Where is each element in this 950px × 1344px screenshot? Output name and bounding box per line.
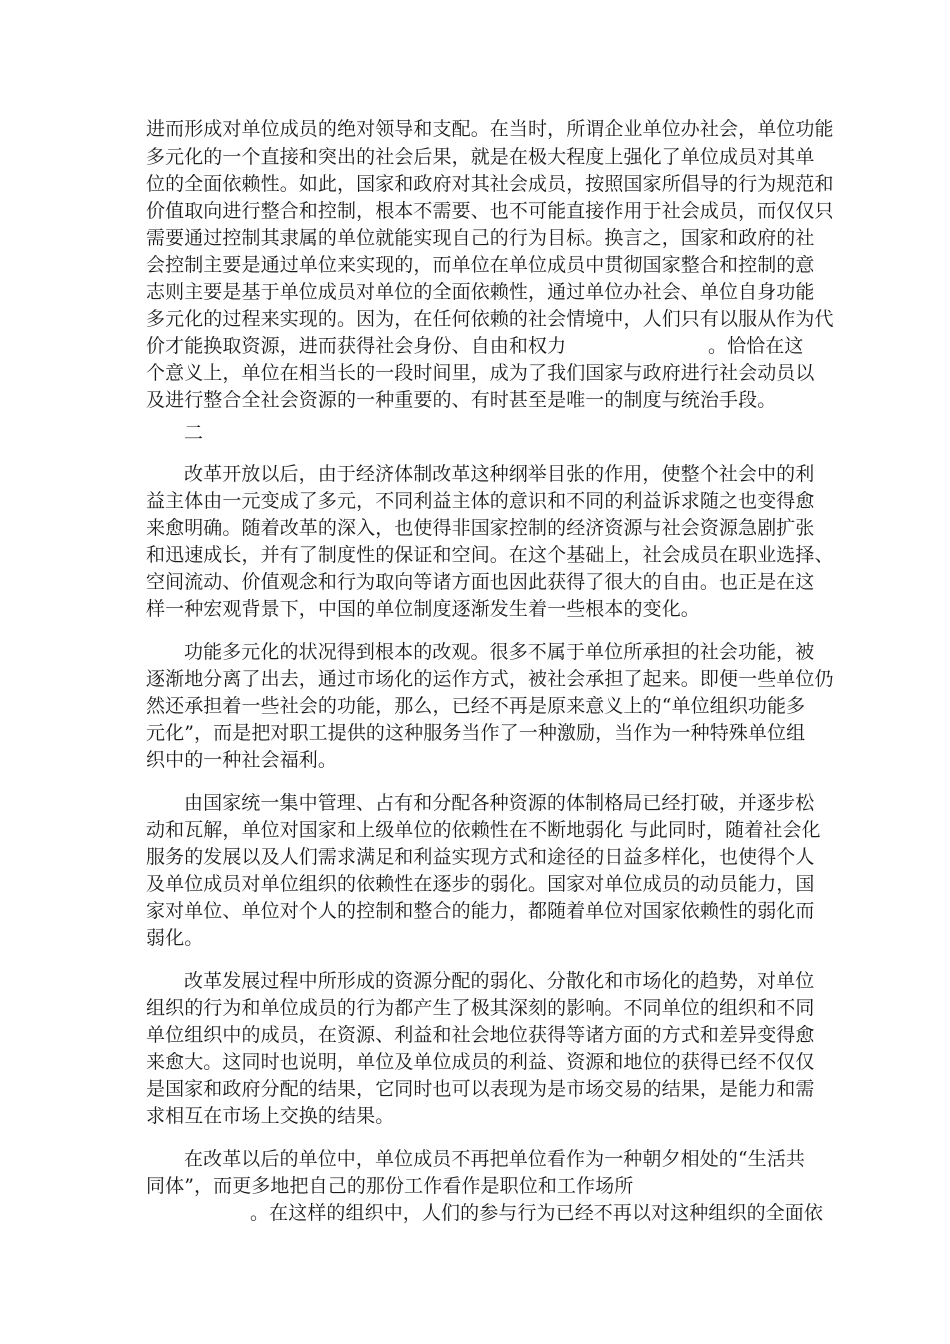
p4-line-2: 动和瓦解，单位对国家和上级单位的依赖性在不断地弱化 与此同时，随着社会化	[146, 819, 821, 841]
p2-line-5: 空间流动、价值观念和行为取向等诸方面也因此获得了很大的自由。也正是在这	[146, 571, 815, 593]
p6-line-1: 在改革以后的单位中，单位成员不再把单位看作为一种朝夕相处的“生活共	[184, 1148, 806, 1170]
p3-line-2: 逐渐地分离了出去，通过市场化的运作方式，被社会承担了起来。即便一些单位仍	[146, 668, 834, 690]
p1-line-11: 及进行整合全社会资源的一种重要的、有时甚至是唯一的制度与统治手段。	[146, 389, 777, 411]
p1-line-9-tail: 。恰恰在这	[708, 335, 804, 357]
p1-line-8: 多元化的过程来实现的。因为，在任何依赖的社会情境中，人们只有以服从作为代	[146, 308, 834, 330]
p5-line-4: 来愈大。这同时也说明，单位及单位成员的利益、资源和地位的获得已经不仅仅	[146, 1051, 815, 1073]
p4-line-3: 服务的发展以及人们需求满足和利益实现方式和途径的日益多样化，也使得个人	[146, 846, 815, 868]
p2-line-1: 改革开放以后，由于经济体制改革这种纲举目张的作用，使整个社会中的利	[184, 463, 815, 485]
p1-line-10: 个意义上，单位在相当长的一段时间里，成为了我们国家与政府进行社会动员以	[146, 362, 815, 384]
p2-line-6: 样一种宏观背景下，中国的单位制度逐渐发生着一些根本的变化。	[146, 598, 700, 620]
p5-line-3: 单位组织中的成员，在资源、利益和社会地位获得等诸方面的方式和差异变得愈	[146, 1024, 815, 1046]
p3-line-4: 元化”，而是把对职工提供的这种服务当作了一种激励，当作为一种特殊单位组	[146, 722, 806, 744]
section-heading: 二	[184, 422, 204, 444]
p1-line-2: 多元化的一个直接和突出的社会后果，就是在极大程度上强化了单位成员对其单	[146, 146, 815, 168]
p1-line-5: 需要通过控制其隶属的单位就能实现自己的行为目标。换言之，国家和政府的社	[146, 227, 815, 249]
p5-line-5: 是国家和政府分配的结果，它同时也可以表现为是市场交易的结果，是能力和需	[146, 1078, 815, 1100]
p3-line-5: 织中的一种社会福利。	[146, 749, 338, 771]
p2-line-2: 益主体由一元变成了多元，不同利益主体的意识和不同的利益诉求随之也变得愈	[146, 490, 815, 512]
p6-line-2: 同体”，而更多地把自己的那份工作看作是职位和工作场所	[146, 1175, 634, 1197]
p5-line-1: 改革发展过程中所形成的资源分配的弱化、分散化和市场化的趋势，对单位	[184, 970, 815, 992]
p5-line-2: 组织的行为和单位成员的行为都产生了极其深刻的影响。不同单位的组织和不同	[146, 997, 815, 1019]
p5-line-6: 求相互在市场上交换的结果。	[146, 1105, 395, 1127]
p2-line-3: 来愈明确。随着改革的深入，也使得非国家控制的经济资源与社会资源急剧扩张	[146, 517, 815, 539]
p1-line-3: 位的全面依赖性。如此，国家和政府对其社会成员，按照国家所倡导的行为规范和	[146, 173, 834, 195]
p4-line-5: 家对单位、单位对个人的控制和整合的能力，都随着单位对国家依赖性的弱化而	[146, 900, 815, 922]
p4-line-4: 及单位成员对单位组织的依赖性在逐步的弱化。国家对单位成员的动员能力，国	[146, 873, 815, 895]
p1-line-4: 价值取向进行整合和控制，根本不需要、也不可能直接作用于社会成员，而仅仅只	[146, 200, 834, 222]
p1-line-7: 志则主要是基于单位成员对单位的全面依赖性，通过单位办社会、单位自身功能	[146, 281, 815, 303]
p4-line-6: 弱化。	[146, 927, 204, 949]
p2-line-4: 和迅速成长，并有了制度性的保证和空间。在这个基础上，社会成员在职业选择、	[146, 544, 834, 566]
p3-line-3: 然还承担着一些社会的功能，那么，已经不再是原来意义上的“单位组织功能多	[146, 695, 806, 717]
p6-line-3: 。在这样的组织中，人们的参与行为已经不再以对这种组织的全面依	[250, 1202, 824, 1224]
p1-line-9: 价才能换取资源，进而获得社会身份、自由和权力	[146, 335, 567, 357]
p3-line-1: 功能多元化的状况得到根本的改观。很多不属于单位所承担的社会功能，被	[184, 641, 815, 663]
p1-line-6: 会控制主要是通过单位来实现的，而单位在单位成员中贯彻国家整合和控制的意	[146, 254, 815, 276]
p1-line-1: 进而形成对单位成员的绝对领导和支配。在当时，所谓企业单位办社会，单位功能	[146, 118, 834, 140]
p4-line-1: 由国家统一集中管理、占有和分配各种资源的体制格局已经打破，并逐步松	[184, 792, 815, 814]
